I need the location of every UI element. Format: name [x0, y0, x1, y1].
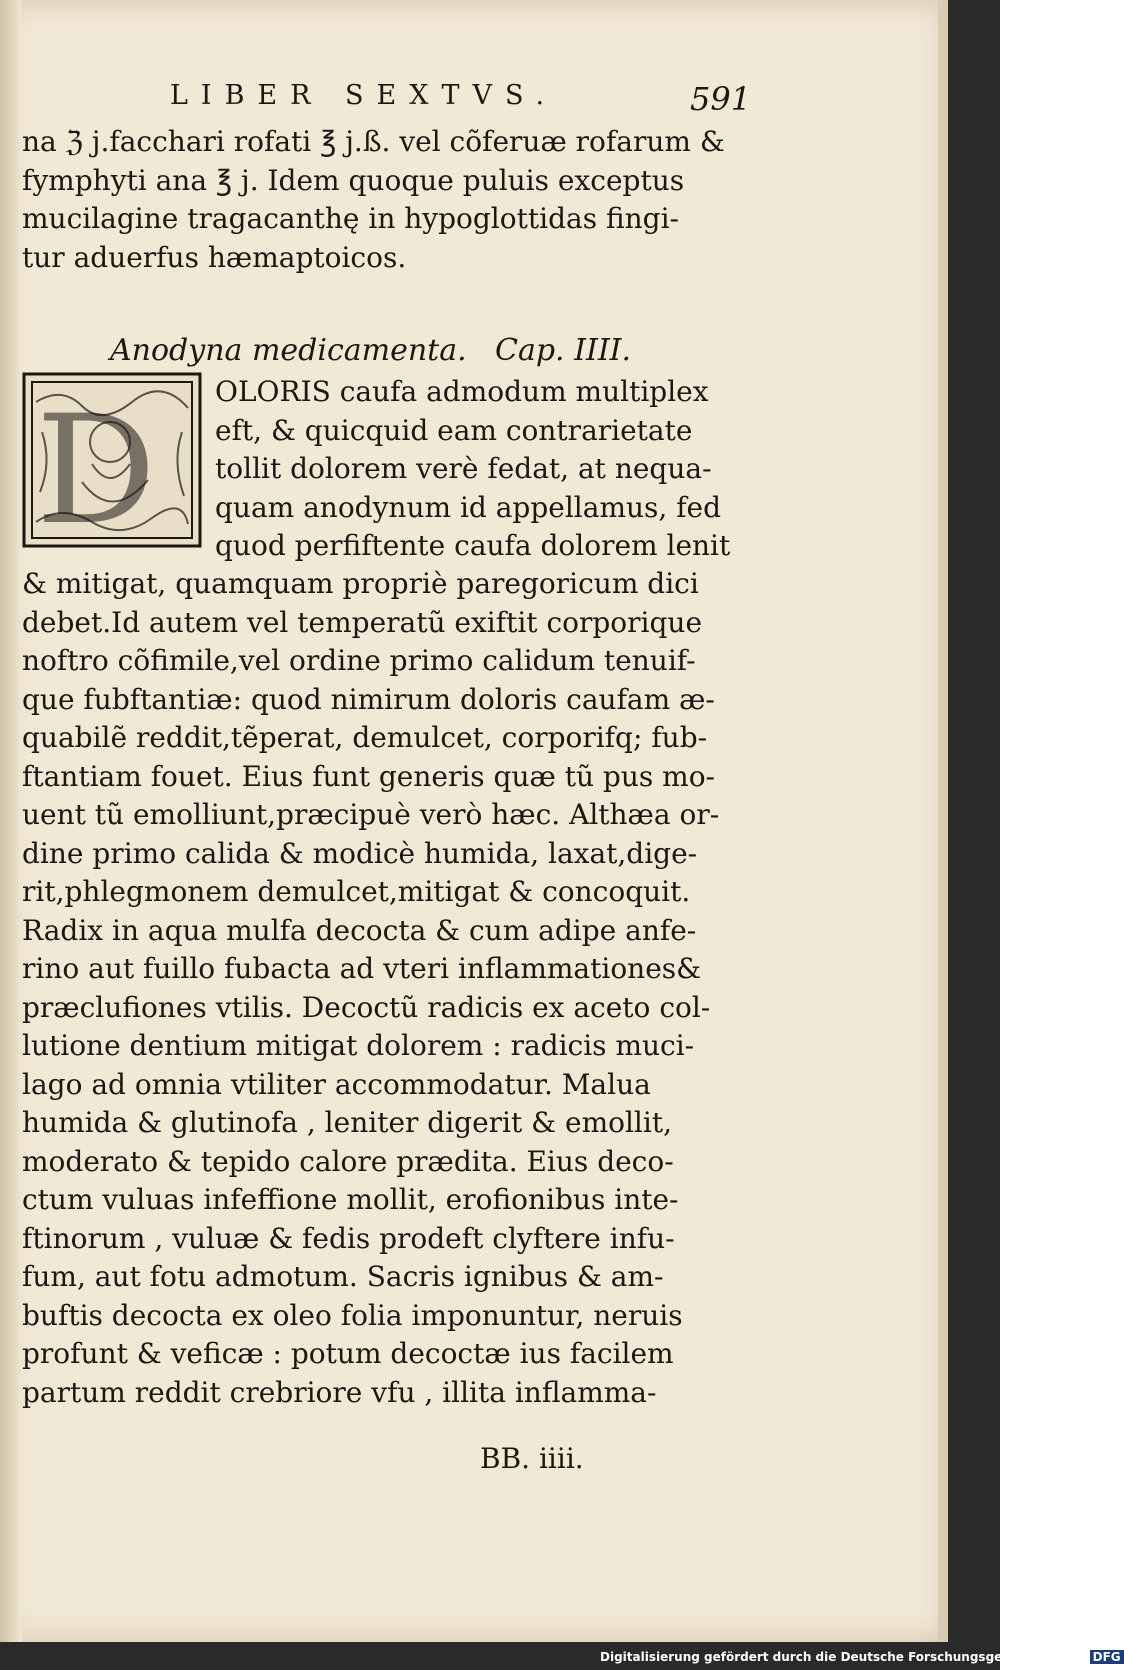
text-line: fymphyti ana ℥ j. Idem quoque puluis exceptus — [22, 163, 685, 197]
text-line: tur aduerfus hæmaptoicos. — [22, 240, 407, 274]
text-line: fum, aut fotu admotum. Sacris ignibus & am- — [22, 1260, 664, 1293]
text-line: dine primo calida & modicè humida, laxat,dige- — [22, 836, 698, 870]
text-line: uent tũ emolliunt,præcipuè verò hæc. Althæa or- — [22, 798, 720, 831]
dfg-badge: DFG — [1090, 1650, 1124, 1664]
text-line: que fubftantiæ: quod nimirum doloris caufam æ- — [22, 682, 715, 716]
text-line: ctum vuluas infeffione mollit, erofionibus inte- — [22, 1183, 679, 1216]
page-fore-edge — [938, 0, 948, 1642]
decorated-initial — [22, 372, 202, 558]
text-line: na ℨ j.facchari rofati ℥ j.ß. vel cõferuæ rofarum & — [22, 125, 725, 158]
footer-text: Digitalisierung gefördert durch die Deutsche Forschungsgemeinschaft - — [600, 1650, 1087, 1664]
text-line: lago ad omnia vtiliter accommodatur. Malua — [22, 1067, 651, 1101]
text-line: tollit dolorem verè fedat, at nequa- — [215, 452, 712, 485]
page-gutter — [0, 0, 22, 1642]
text-line: partum reddit crebriore vfu , illita inflamma- — [22, 1375, 657, 1409]
text-line: quabilẽ reddit,tẽperat, demulcet, corporifq; fub- — [22, 721, 708, 754]
chapter-heading: Anodyna medicamenta. — [110, 333, 467, 368]
text-line: debet.Id autem vel temperatũ exiftit corporique — [22, 605, 703, 639]
signature-mark: BB. iiii. — [480, 1442, 584, 1475]
digitization-footer — [600, 1650, 1124, 1664]
text-line: Radix in aqua mulfa decocta & cum adipe anfe- — [22, 913, 697, 947]
text-line: humida & glutinofa , leniter digerit & emollit, — [22, 1106, 672, 1139]
text-line: & mitigat, quamquam propriè paregoricum dici — [22, 567, 699, 600]
text-line: præclufiones vtilis. Decoctũ radicis ex aceto col- — [22, 990, 711, 1024]
text-line: noftro cõfimile,vel ordine primo calidum tenuif- — [22, 644, 696, 677]
folio-number: 591 — [690, 80, 752, 118]
text-line: ftinorum , vuluæ & fedis prodeft clyftere infu- — [22, 1221, 675, 1255]
text-line: quam anodynum id appellamus, fed — [215, 490, 722, 524]
text-line: buftis decocta ex oleo folia imponuntur, neruis — [22, 1298, 683, 1332]
initial-letter: D — [35, 384, 157, 558]
text-line: quod perfiftente caufa dolorem lenit — [215, 529, 731, 562]
text-line: mucilagine tragacanthę in hypoglottidas fingi- — [22, 202, 680, 235]
running-head: LIBER SEXTVS. — [170, 80, 558, 111]
text-line: ftantiam fouet. Eius funt generis quæ tũ pus mo- — [22, 759, 716, 793]
text-line: rit,phlegmonem demulcet,mitigat & concoquit. — [22, 875, 691, 908]
text-line: rino aut fuillo fubacta ad vteri inflammationes& — [22, 952, 702, 985]
text-line: eft, & quicquid eam contrarietate — [215, 413, 693, 447]
text-line: OLORIS caufa admodum multiplex — [215, 375, 709, 408]
chapter-number: Cap. IIII. — [495, 333, 632, 368]
text-line: moderato & tepido calore prædita. Eius deco- — [22, 1144, 674, 1178]
text-line: profunt & veficæ : potum decoctæ ius facilem — [22, 1337, 674, 1370]
text-line: lutione dentium mitigat dolorem : radicis muci- — [22, 1029, 695, 1062]
